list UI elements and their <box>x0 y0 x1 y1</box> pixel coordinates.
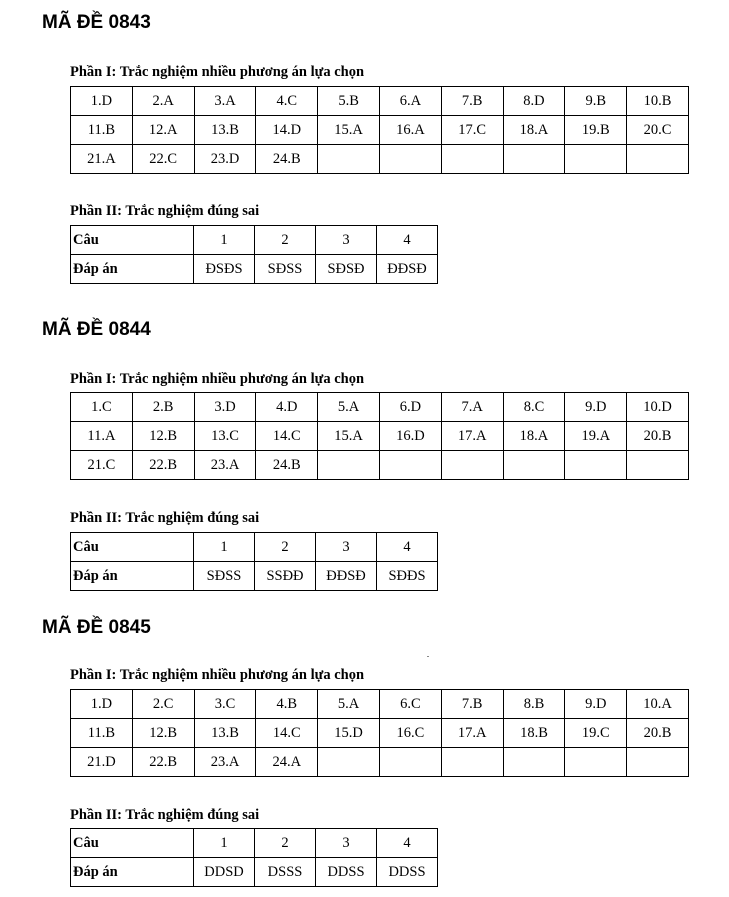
answer-cell: ĐĐSĐ <box>316 562 377 591</box>
answer-cell: 22.B <box>132 451 194 480</box>
answer-cell <box>318 145 380 174</box>
answer-cell: SĐSS <box>255 255 316 284</box>
question-number-cell: 3 <box>316 226 377 255</box>
question-header-cell: Câu <box>71 533 194 562</box>
part2-title: Phần II: Trắc nghiệm đúng sai <box>70 510 260 526</box>
answer-cell: 12.B <box>132 422 194 451</box>
answer-cell: ĐSĐS <box>194 255 255 284</box>
table-row <box>71 858 438 887</box>
answer-cell <box>503 145 565 174</box>
answer-cell: 7.B <box>441 690 503 719</box>
answer-cell: 8.D <box>503 87 565 116</box>
answer-cell: 24.B <box>256 451 318 480</box>
exam-code: MÃ ĐỀ 0844 <box>42 319 151 340</box>
answer-cell <box>441 145 503 174</box>
question-number-cell: 4 <box>377 226 438 255</box>
answer-cell: 4.B <box>256 690 318 719</box>
answer-cell: 20.B <box>627 422 689 451</box>
question-header-cell: Câu <box>71 829 194 858</box>
question-number-cell: 3 <box>316 533 377 562</box>
answer-cell: 10.D <box>627 393 689 422</box>
answer-cell: 8.C <box>503 393 565 422</box>
answer-cell: 5.A <box>318 690 380 719</box>
part1-answer-table <box>70 689 689 777</box>
answer-cell: 2.C <box>132 690 194 719</box>
answer-cell <box>565 145 627 174</box>
answer-cell <box>441 451 503 480</box>
question-number-cell: 4 <box>377 829 438 858</box>
answer-cell: 19.A <box>565 422 627 451</box>
table-row <box>71 562 438 591</box>
table-row <box>71 145 689 174</box>
answer-cell: 16.D <box>379 422 441 451</box>
answer-cell: 7.A <box>441 393 503 422</box>
answer-header-cell: Đáp án <box>71 255 194 284</box>
answer-cell: 8.B <box>503 690 565 719</box>
answer-cell <box>379 145 441 174</box>
answer-cell <box>503 451 565 480</box>
table-row <box>71 719 689 748</box>
answer-cell: SĐSĐ <box>316 255 377 284</box>
answer-cell: 11.A <box>71 422 133 451</box>
answer-cell: 11.B <box>71 116 133 145</box>
answer-cell: 1.C <box>71 393 133 422</box>
part1-answer-table <box>70 86 689 174</box>
answer-cell: 13.B <box>194 719 256 748</box>
part2-answer-table <box>70 532 438 591</box>
answer-cell <box>627 451 689 480</box>
answer-cell <box>441 748 503 777</box>
answer-cell: 17.C <box>441 116 503 145</box>
answer-cell: 16.A <box>379 116 441 145</box>
answer-cell: 5.A <box>318 393 380 422</box>
answer-cell: 21.D <box>71 748 133 777</box>
exam-code: MÃ ĐỀ 0843 <box>42 12 151 33</box>
answer-cell: ĐĐSĐ <box>377 255 438 284</box>
answer-cell: 14.C <box>256 719 318 748</box>
question-number-cell: 2 <box>255 533 316 562</box>
answer-cell: 4.D <box>256 393 318 422</box>
table-row <box>71 226 438 255</box>
answer-cell: 17.A <box>441 719 503 748</box>
table-row <box>71 87 689 116</box>
answer-cell: 9.D <box>565 690 627 719</box>
answer-cell <box>565 748 627 777</box>
answer-cell: 22.C <box>132 145 194 174</box>
table-row <box>71 422 689 451</box>
answer-cell: 9.D <box>565 393 627 422</box>
answer-cell: DSSS <box>255 858 316 887</box>
answer-cell: 11.B <box>71 719 133 748</box>
answer-cell: 18.A <box>503 422 565 451</box>
answer-cell: 19.C <box>565 719 627 748</box>
table-row <box>71 255 438 284</box>
answer-cell <box>627 145 689 174</box>
answer-cell: 4.C <box>256 87 318 116</box>
answer-cell: 12.B <box>132 719 194 748</box>
answer-cell: DDSD <box>194 858 255 887</box>
answer-cell: 14.C <box>256 422 318 451</box>
answer-cell: 20.B <box>627 719 689 748</box>
table-row <box>71 829 438 858</box>
answer-cell: 18.B <box>503 719 565 748</box>
answer-cell <box>565 451 627 480</box>
answer-cell: 6.C <box>379 690 441 719</box>
part2-title: Phần II: Trắc nghiệm đúng sai <box>70 807 260 823</box>
answer-cell: 24.A <box>256 748 318 777</box>
answer-cell <box>318 451 380 480</box>
answer-cell: SĐĐS <box>377 562 438 591</box>
answer-cell: 14.D <box>256 116 318 145</box>
answer-cell: 2.B <box>132 393 194 422</box>
question-number-cell: 1 <box>194 533 255 562</box>
answer-cell: 3.C <box>194 690 256 719</box>
table-row <box>71 451 689 480</box>
answer-cell: 1.D <box>71 690 133 719</box>
answer-cell: 21.A <box>71 145 133 174</box>
answer-cell: SĐSS <box>194 562 255 591</box>
part2-title: Phần II: Trắc nghiệm đúng sai <box>70 203 260 219</box>
question-number-cell: 2 <box>255 829 316 858</box>
part1-answer-table <box>70 392 689 480</box>
answer-cell: 23.D <box>194 145 256 174</box>
stray-mark <box>427 656 429 657</box>
part1-title: Phần I: Trắc nghiệm nhiều phương án lựa chọn <box>70 371 365 387</box>
answer-cell: 13.B <box>194 116 256 145</box>
answer-cell: 16.C <box>379 719 441 748</box>
answer-cell <box>379 451 441 480</box>
answer-cell: 19.B <box>565 116 627 145</box>
question-number-cell: 4 <box>377 533 438 562</box>
answer-cell: 9.B <box>565 87 627 116</box>
answer-cell <box>318 748 380 777</box>
question-number-cell: 1 <box>194 226 255 255</box>
table-row <box>71 533 438 562</box>
answer-cell <box>627 748 689 777</box>
answer-cell: 5.B <box>318 87 380 116</box>
answer-cell: DDSS <box>316 858 377 887</box>
answer-cell: 6.A <box>379 87 441 116</box>
answer-cell: 23.A <box>194 451 256 480</box>
exam-code: MÃ ĐỀ 0845 <box>42 617 151 638</box>
answer-header-cell: Đáp án <box>71 562 194 591</box>
table-row <box>71 690 689 719</box>
table-row <box>71 748 689 777</box>
answer-cell: 2.A <box>132 87 194 116</box>
part2-answer-table <box>70 828 438 887</box>
part1-title: Phần I: Trắc nghiệm nhiều phương án lựa chọn <box>70 64 365 80</box>
answer-cell: 20.C <box>627 116 689 145</box>
answer-cell: 3.A <box>194 87 256 116</box>
answer-cell: 15.D <box>318 719 380 748</box>
answer-cell: 12.A <box>132 116 194 145</box>
answer-cell: 21.C <box>71 451 133 480</box>
answer-cell: 17.A <box>441 422 503 451</box>
answer-cell: 3.D <box>194 393 256 422</box>
part2-answer-table <box>70 225 438 284</box>
answer-cell: 15.A <box>318 116 380 145</box>
answer-cell: 24.B <box>256 145 318 174</box>
answer-cell: 23.A <box>194 748 256 777</box>
answer-header-cell: Đáp án <box>71 858 194 887</box>
answer-cell <box>503 748 565 777</box>
answer-cell: 7.B <box>441 87 503 116</box>
answer-cell: 1.D <box>71 87 133 116</box>
answer-cell: 22.B <box>132 748 194 777</box>
answer-cell: 10.A <box>627 690 689 719</box>
question-number-cell: 2 <box>255 226 316 255</box>
answer-cell: SSĐĐ <box>255 562 316 591</box>
part1-title: Phần I: Trắc nghiệm nhiều phương án lựa chọn <box>70 667 365 683</box>
question-header-cell: Câu <box>71 226 194 255</box>
table-row <box>71 393 689 422</box>
question-number-cell: 1 <box>194 829 255 858</box>
answer-cell <box>379 748 441 777</box>
answer-cell: 6.D <box>379 393 441 422</box>
question-number-cell: 3 <box>316 829 377 858</box>
answer-cell: 15.A <box>318 422 380 451</box>
table-row <box>71 116 689 145</box>
answer-cell: 18.A <box>503 116 565 145</box>
answer-cell: DDSS <box>377 858 438 887</box>
answer-cell: 13.C <box>194 422 256 451</box>
answer-cell: 10.B <box>627 87 689 116</box>
